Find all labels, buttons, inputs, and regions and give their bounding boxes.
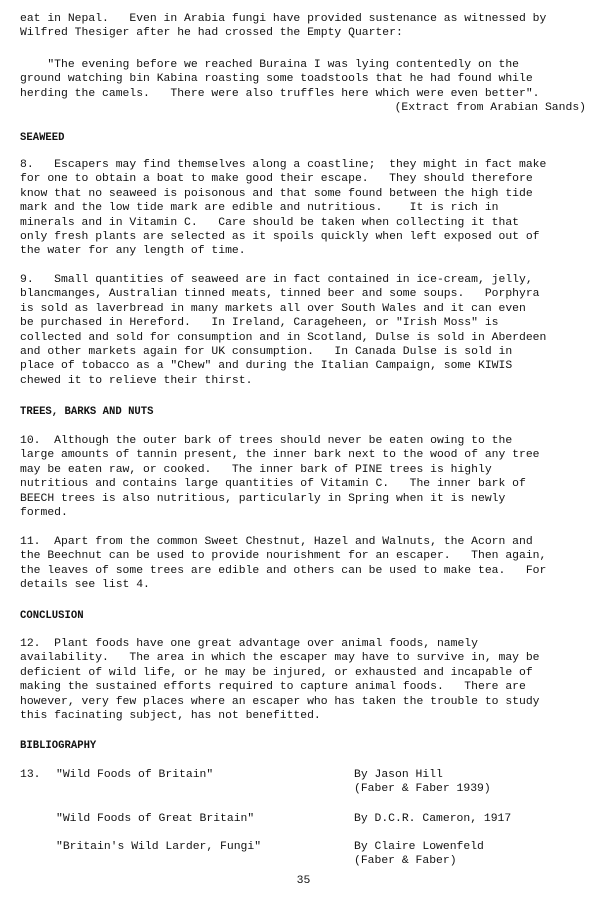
heading-seaweed: SEAWEED [20,132,65,144]
paragraph-11: 11. Apart from the common Sweet Chestnut, Hazel and Walnuts, the Acorn and the Beechnut can be used to provide nourishment for an escaper. Then again, the leaves of some trees are edible and others can be used to make tea. For details see list 4. [20,536,547,592]
bibliography-title: "Wild Foods of Britain" [56,769,214,781]
bibliography-number: 13. [20,769,41,781]
bibliography-author: By Claire Lowenfeld (Faber & Faber) [354,841,484,868]
heading-conclusion: CONCLUSION [20,610,84,622]
quote-source: (Extract from Arabian Sands) [394,102,586,114]
page-number: 35 [296,875,311,887]
paragraph-10: 10. Although the outer bark of trees should never be eaten owing to the large amounts of tannin present, the inner bark next to the wood of any tree may be eaten raw, or cooked. The inner bark of PINE trees is highly nutritious and contains large quantities of Vitamin C. The inner bark of BEECH trees is also nutritious, particularly in Spring when it is newly formed. [20,435,540,520]
paragraph-12: 12. Plant foods have one great advantage over animal foods, namely availability. The area in which the escaper may have to survive in, may be deficient of wild life, or he may be injured, or exhausted and incapable of making the sustained efforts required to capture animal foods. There are however, very few places where an escaper who has taken the trouble to study this facinating subject, has not benefitted. [20,638,540,723]
bibliography-title: "Wild Foods of Great Britain" [56,813,255,825]
heading-bibliography: BIBLIOGRAPHY [20,740,97,752]
intro-paragraph: eat in Nepal. Even in Arabia fungi have provided sustenance as witnessed by Wilfred Thesiger after he had crossed the Empty Quarter: [20,13,547,40]
heading-trees-barks-nuts: TREES, BARKS AND NUTS [20,406,154,418]
thesiger-quote: "The evening before we reached Buraina I was lying contentedly on the ground watching bin Kabina roasting some toadstools that he had found while herding the camels. There were also truffles here which were even better". [20,59,540,100]
paragraph-9: 9. Small quantities of seaweed are in fact contained in ice-cream, jelly, blancmanges, Australian tinned meats, tinned beer and some soups. Porphyra is sold as laverbread in many markets all over South Wales and it can even be purchased in Hereford. In Ireland, Carageheen, or "Irish Moss" is collected and sold for consumption and in Scotland, Dulse is sold in Aberdeen and other markets again for UK consumption. In Canada Dulse is sold in place of tobacco as a "Chew" and during the Italian Campaign, some KIWIS chewed it to relieve their thirst. [20,274,547,387]
bibliography-author: By Jason Hill (Faber & Faber 1939) [354,769,491,796]
bibliography-title: "Britain's Wild Larder, Fungi" [56,841,262,853]
paragraph-8: 8. Escapers may find themselves along a coastline; they might in fact make for one to obtain a boat to make good their escape. They should therefore know that no seaweed is poisonous and that some found between the high tide mark and the low tide mark are edible and nutritious. It is rich in minerals and in Vitamin C. Care should be taken when collecting it that only fresh plants are selected as it spoils quickly when left exposed out of the water for any length of time. [20,159,547,258]
bibliography-author: By D.C.R. Cameron, 1917 [354,813,512,825]
